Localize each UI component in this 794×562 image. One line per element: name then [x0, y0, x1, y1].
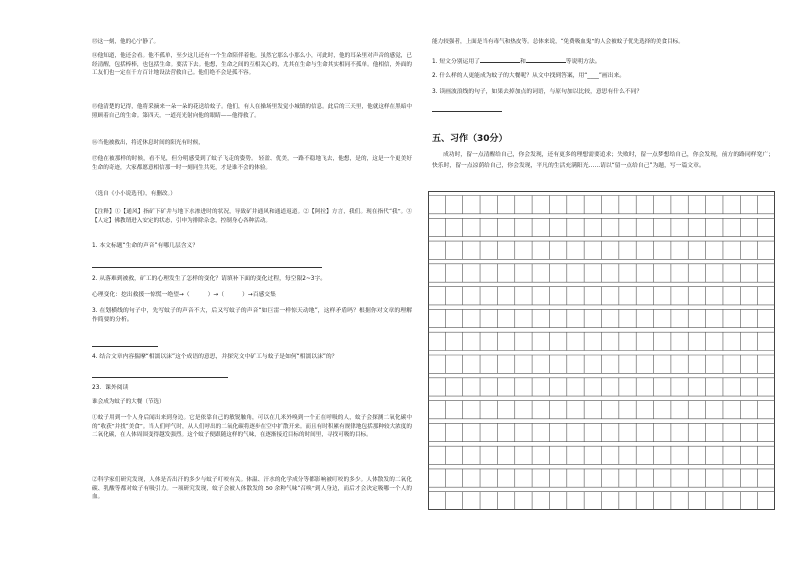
writing-grid[interactable]: [428, 191, 775, 510]
paragraph-17: ⑰他在被那样的时候，看不见，但分明感受到了蚊子飞走的姿势。 轻盈、优美，一路不稳地飞去，他想，是的，这是一个更美好生命的奇迹，大家都愿意相信那一时一刻同生共死，才是谁不会的体验。: [92, 156, 412, 171]
paragraph-13: ⑬这一刻，他的心宁静了。: [92, 39, 160, 45]
q1-blank-2[interactable]: [526, 56, 566, 63]
q1-part-b: 和: [519, 59, 526, 65]
article-paragraph-1: ①蚊子用到一个人身后闻出来到身边。它是依靠自己的敏锐触角，可以在几米外嗅到一个正在呼吸的人，蚊子会探测二氧化碳中的“收获”并找“美食”。当人们呼气时，从人们呼出的二氧化碳将逐步在空中扩散开来。而且有时积累有规律地包括那种较大浓度的二氧化碳，在人体周围变得越发强烈。这个蚊子便跟随这样的气味，在逐渐接近目标的时间里，寻找可吸的目标。: [92, 415, 412, 439]
paragraph-16: ⑯当他被救出，将近休息时间的阳光有时候，: [92, 140, 204, 146]
source-note: （选自《小小说选刊》，有删改。）: [92, 191, 176, 197]
section-23-heading: 23．课外阅读: [92, 385, 129, 391]
answer-line-1[interactable]: [92, 267, 322, 268]
writing-grid-lines: [428, 191, 775, 510]
question-1: 1. 本文标题“生命的声音”有哪几层含义？: [92, 243, 199, 249]
flow-part-b: ）→（: [207, 292, 225, 298]
article-continuation: 能力较强者，上面是当有毒气和热皮等。总体来说，“免费吸血鬼”的人会被蚊子优先选择的美食目标。: [432, 39, 684, 45]
right-question-1: [432, 56, 774, 67]
paragraph-14: ⑭他知道，他还会看。他不孤单，至少这儿还有一个生命陪伴着他。虽然它那么小那么小，可此时，他的耳朵里对声音的感觉，已经清醒，包括棒棒，也包括生命。要活下去。他想，生命之间的互相关心的，尤其在生命与生命其实相同不孤单。他相信，外面的工友们也一定在千方百计地设法营救自己。他们绝不会是孤不容。: [92, 53, 412, 77]
paragraph-15: ⑮他清楚的记得，他将采摘来一朵一朵的花送给蚊子。他们，有人在操场里发觉小城镇的信息。此后的三天里，他就这样在黑暗中照顾着自己的生命。第四天，一道亮光射向他的眼睛——他得救了。: [92, 104, 412, 119]
annotation-note: 【注释】①【通风】指矿下矿井与地下水渗进时的状况，导致矿井通风和通道返道。②【阿拉】方言，我们。现在指代“我”。③【人定】佛教谓进入安定的状态，引申为排除杂念，控制身心各种活动。: [92, 209, 412, 224]
writing-prompt: 成功时，留一点清醒给自己，你会发现，还有更多的理想需要追求；失败时，留一点梦想给自己，你会发现，前方的路同样宽广；快乐时，留一点凉荫给自己，你会发现，平凡的生活充满阳光……请以“留一点给自己”为题，写一篇文章。: [432, 152, 774, 169]
q1-blank-1[interactable]: [480, 56, 520, 63]
question-4: 4. 结合文章内容揣摩“相濡以沫”这个成语的意思，并探究文中矿工与蚊子是如何“相濡以沫”的？: [92, 354, 338, 360]
q1-part-a: 1. 短文分别运用了: [432, 59, 480, 65]
article-paragraph-2: ②科学家们研究发现，人体是否出汗的多少与蚊子叮咬有关。体温、汗水的化学成分等都影响被叮咬的多少。人体散发的二氧化碳、乳酸等都对蚊子有吸引力。一项研究发现，蚊子会被人体散发的 50 余种气味“召唤”到人身边，而后才会决定吸哪一个人的血。: [92, 477, 412, 501]
question-2: 2. 从落难到被救，矿工的心理发生了怎样的变化？请填补下面的变化过程，每空限2~3字。: [92, 276, 327, 282]
section-5-heading: 五、习作（30分）: [432, 134, 508, 144]
answer-line-3[interactable]: [92, 346, 158, 347]
answer-line-4[interactable]: [92, 377, 228, 378]
right-question-3: 3. 读画波浪线的句子，如果去掉加点的词语，与原句加以比较，意思有什么不同？: [432, 89, 643, 95]
flow-part-c: ）→百感交集: [242, 292, 276, 298]
right-answer-line-3[interactable]: [432, 111, 502, 112]
question-3: 3. 在划横线的句子中，先写蚊子的声音不大，后又写蚊子的声音“如巨雷一样惊天动地”，这样矛盾吗？根据你对文章的理解作简要的分析。: [92, 308, 412, 323]
question-2-flow: [92, 291, 412, 300]
right-question-2: 2. 什么样的人更能成为蚊子的大餐呢？从文中找到答案，用“____”画出来。: [432, 73, 626, 79]
article-title: 谁会成为蚊子的大餐（节选）: [92, 399, 165, 405]
flow-part-a: 心理变化：挖出救援一惊慌一绝望→（: [92, 292, 190, 298]
q1-part-c: 等说明方法。: [565, 59, 601, 65]
